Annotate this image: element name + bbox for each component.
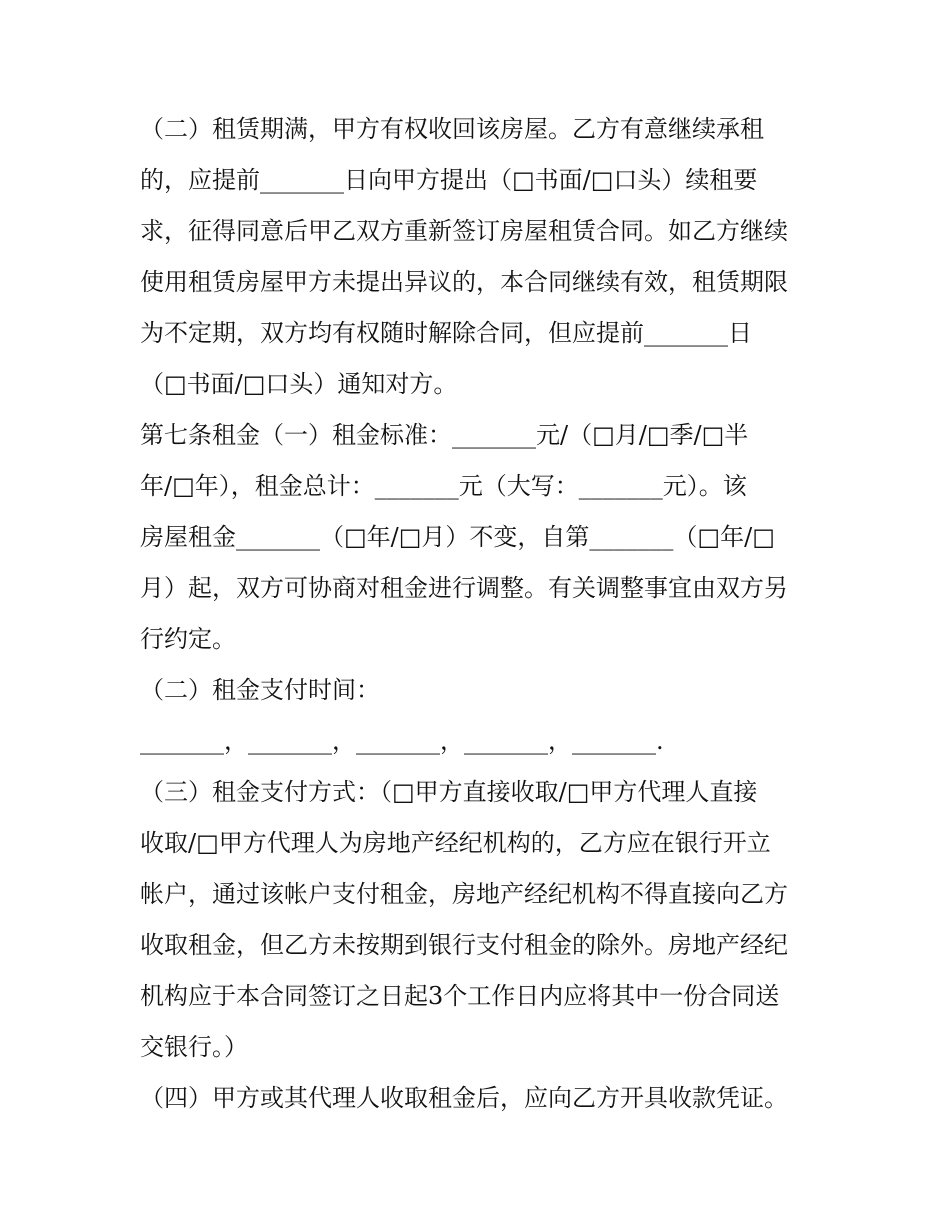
text-line	[140, 206, 830, 257]
text-line-content: _______，_______，_______，_______，_______.	[140, 727, 664, 755]
text-line	[140, 869, 830, 920]
text-line	[140, 257, 830, 308]
text-line-content: 收取租金，但乙方未按期到银行支付租金的除外。房地产经纪	[140, 931, 788, 959]
text-line-content: 机构应于本合同签订之日起3个工作日内应将其中一份合同送	[140, 982, 780, 1010]
text-line	[140, 359, 830, 410]
text-line	[140, 461, 830, 512]
text-line	[140, 410, 830, 461]
text-line-content: 为不定期，双方均有权随时解除合同，但应提前_______日	[140, 319, 752, 347]
text-line-content: 月）起，双方可协商对租金进行调整。有关调整事宜由双方另	[140, 574, 788, 602]
text-line	[140, 716, 830, 767]
text-line-content: 行约定。	[140, 625, 236, 653]
text-line-content: （二）租金支付时间：	[140, 676, 380, 704]
text-line-content: 房屋租金_______（□年/□月）不变，自第_______（□年/□	[140, 523, 775, 551]
text-line-content: 年/□年），租金总计：_______元（大写：_______元）。该	[140, 472, 747, 500]
text-line-content: （□书面/□口头）通知对方。	[140, 370, 458, 398]
text-line-content: 第七条租金（一）租金标准：_______元/（□月/□季/□半	[140, 421, 749, 449]
text-line	[140, 614, 830, 665]
text-line	[140, 767, 830, 818]
text-line	[140, 308, 830, 359]
text-line-content: 使用租赁房屋甲方未提出异议的，本合同继续有效，租赁期限	[140, 268, 788, 296]
text-line	[140, 155, 830, 206]
text-line	[140, 665, 830, 716]
text-line	[140, 104, 830, 155]
text-line	[140, 1073, 830, 1124]
text-line	[140, 920, 830, 971]
text-line-content: 求，征得同意后甲乙双方重新签订房屋租赁合同。如乙方继续	[140, 217, 788, 245]
text-line	[140, 818, 830, 869]
text-line	[140, 1022, 830, 1073]
text-line	[140, 563, 830, 614]
text-line-content: 帐户，通过该帐户支付租金，房地产经纪机构不得直接向乙方	[140, 880, 788, 908]
text-line-content: （二）租赁期满，甲方有权收回该房屋。乙方有意继续承租	[140, 115, 764, 143]
document-body	[140, 104, 830, 1124]
text-line-content: 交银行。）	[140, 1033, 248, 1061]
text-line	[140, 971, 830, 1022]
text-line-content: 收取/□甲方代理人为房地产经纪机构的，乙方应在银行开立	[140, 829, 771, 857]
text-line-content: 的，应提前_______日向甲方提出（□书面/□口头）续租要	[140, 166, 758, 194]
text-line-content: （四）甲方或其代理人收取租金后，应向乙方开具收款凭证。	[140, 1084, 788, 1112]
text-line-content: （三）租金支付方式：（□甲方直接收取/□甲方代理人直接	[140, 778, 758, 806]
text-line	[140, 512, 830, 563]
